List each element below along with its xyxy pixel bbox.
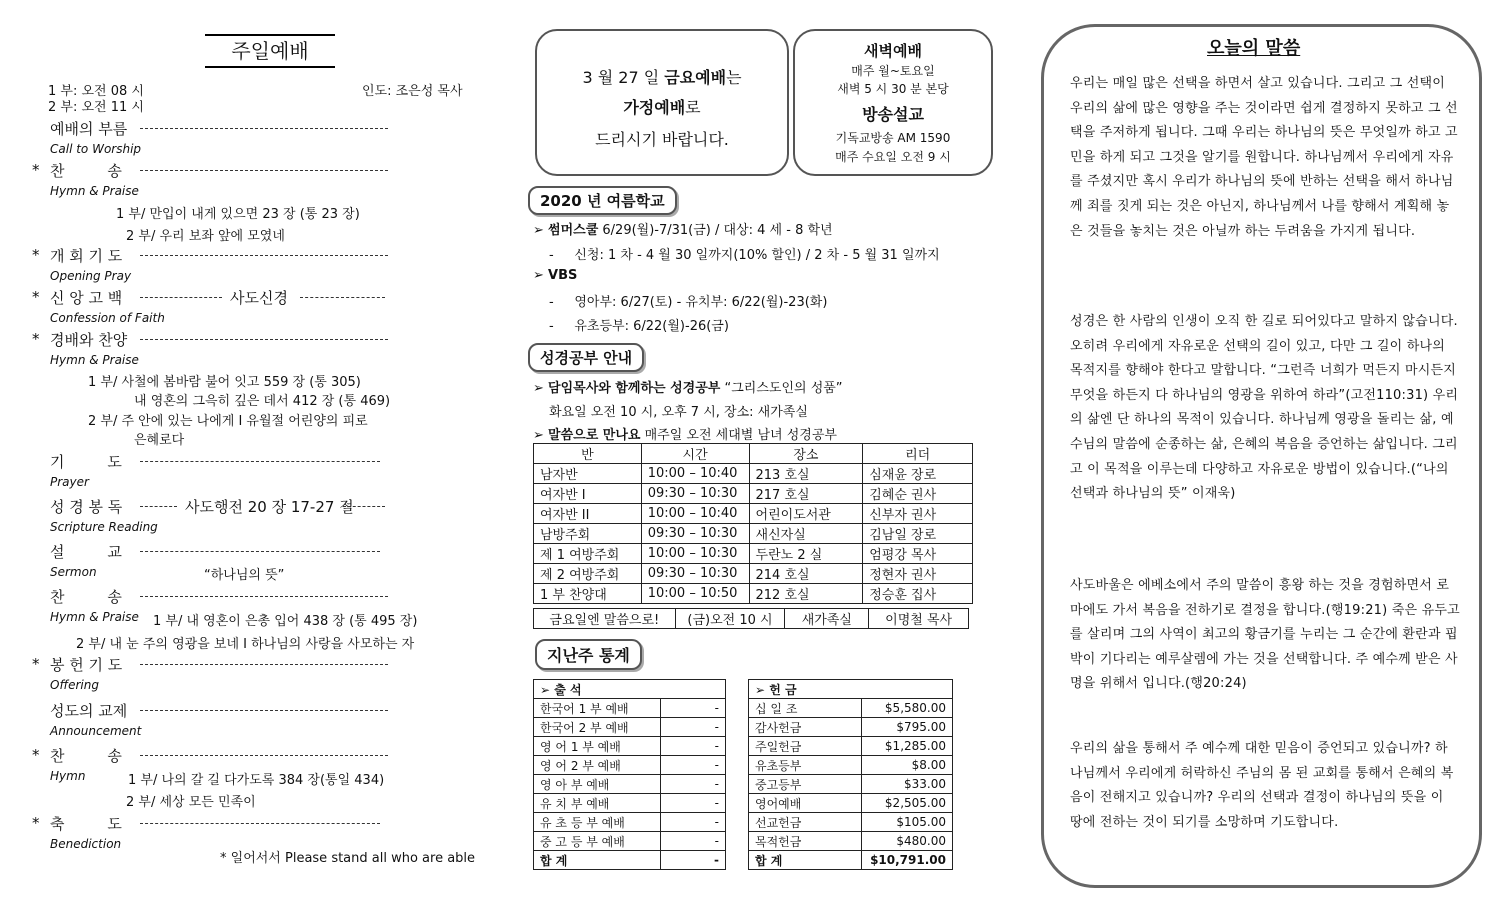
schedule-cell: 여자반 II [534, 504, 642, 524]
schedule-cell: 남방주회 [534, 524, 642, 544]
service-item-name: 찬 송 [50, 162, 122, 180]
table-row [749, 680, 953, 699]
dawn-title: 새벽예배 [864, 42, 922, 60]
stats-value: $105.00 [862, 813, 953, 832]
schedule-cell: 신부자 권사 [863, 504, 973, 524]
friday-cell: 이명철 목사 [869, 609, 969, 629]
stats-table-header: ➢ 헌 금 [749, 680, 953, 699]
study2-rest: 매주일 오전 세대별 남녀 성경공부 [640, 428, 837, 443]
todays-word-title: 오늘의 말씀 [1207, 38, 1301, 59]
service-item-mark: * [32, 655, 40, 673]
worship-leader: 인도: 조은성 목사 [362, 84, 463, 99]
notice-line3: 드리시기 바랍니다. [595, 130, 729, 149]
table-row [749, 813, 953, 832]
table-row [749, 851, 953, 870]
table-row [749, 775, 953, 794]
hymn3-line-a: 1 부/ 나의 갈 길 다가도록 384 장(통일 434) [128, 773, 385, 788]
schedule-cell: 새신자실 [749, 524, 863, 544]
service-item-detail: 사도신경 [230, 289, 288, 307]
attendance-table [533, 679, 726, 870]
hymn1-line-b: 2 부/ 우리 보좌 앞에 모였네 [126, 229, 285, 244]
service-item-mark: * [32, 246, 40, 264]
leader-dots [140, 664, 388, 665]
schedule-cell: 어린이도서관 [749, 504, 863, 524]
stats-label: 영 아 부 예배 [534, 775, 661, 794]
schedule-cell: 10:00 – 10:40 [641, 464, 749, 484]
stats-value: - [661, 775, 726, 794]
stats-value: $480.00 [862, 832, 953, 851]
leader-dots [140, 551, 380, 552]
stats-label: 목적헌금 [749, 832, 862, 851]
schedule-cell: 10:00 – 10:30 [641, 544, 749, 564]
dawn-line4: 매주 수요일 오전 9 시 [835, 150, 951, 164]
stats-total-label: 합 계 [749, 851, 862, 870]
arrow-icon: ➢ [533, 381, 549, 396]
schedule-cell: 제 1 여방주회 [534, 544, 642, 564]
stats-label: 유 초 등 부 예배 [534, 813, 661, 832]
stats-value: - [661, 737, 726, 756]
schedule-cell: 정현자 권사 [863, 564, 973, 584]
dawn-line1: 매주 월~토요일 [851, 64, 935, 78]
table-row [534, 504, 973, 524]
bible-study-table [533, 443, 973, 604]
service-item-english: Sermon [50, 565, 97, 579]
service-item-name: 성도의 교제 [50, 702, 128, 720]
friday-cell: 금요일엔 말씀으로! [534, 609, 676, 629]
schedule-cell: 김남일 장로 [863, 524, 973, 544]
stats-value: $1,285.00 [862, 737, 953, 756]
schedule-cell: 212 호실 [749, 584, 863, 604]
praise-line-b: 내 영혼의 그윽히 깊은 데서 412 장 (통 469) [134, 394, 391, 409]
service-item-name: 성 경 봉 독 [50, 498, 123, 516]
stats-total-label: 합 계 [534, 851, 661, 870]
stats-label: 영어예배 [749, 794, 862, 813]
service-item-name: 찬 송 [50, 747, 122, 765]
table-row [749, 718, 953, 737]
service-item-english: Prayer [50, 475, 89, 489]
schedule-cell: 엄평강 목사 [863, 544, 973, 564]
vbs-label: VBS [548, 268, 578, 283]
schedule-cell: 정승훈 집사 [863, 584, 973, 604]
service-item-name: 예배의 부름 [50, 120, 128, 138]
service-item-name: 찬 송 [50, 588, 122, 606]
stats-label: 한국어 1 부 예배 [534, 699, 661, 718]
table-row [534, 544, 973, 564]
leader-dots [140, 339, 388, 340]
leader-dots [140, 823, 380, 824]
table-row [534, 756, 726, 775]
friday-notice-box [535, 29, 789, 176]
service-item-detail: 사도행전 20 장 17-27 절 [185, 498, 354, 516]
schedule-cell: 남자반 [534, 464, 642, 484]
word-paragraph-1: 우리는 매일 많은 선택을 하면서 살고 있습니다. 그리고 그 선택이 우리의 삶에 많은 영향을 주는 것이라면 쉽게 결정하지 못하고 그 선택을 주저하게 됩니다. 그때 우리는 하나님의 뜻은 무엇일까 하고 고민을 하게 되고 그것을 알기를 원합니다. 하나님께서 우리에게 자유를 주셨지만 혹시 우리가 하나님의 뜻에 반하는 선택을 해서 하나님께 죄를 짓게 되는 것은 아닌지, 하나님께서 나를 향해서 계획해 놓은 것들을 놓치는 것은 아닐까 하는 두려움을 가지게 됩니다. [1070, 76, 1458, 239]
stats-label: 영 어 1 부 예배 [534, 737, 661, 756]
service-item-mark: * [32, 330, 40, 348]
stats-table-header: ➢ 출 석 [534, 680, 726, 699]
service-item-english: Confession of Faith [50, 311, 165, 325]
schedule-cell: 10:00 – 10:50 [641, 584, 749, 604]
service-item-name: 봉 헌 기 도 [50, 656, 123, 674]
stats-label: 중 고 등 부 예배 [534, 832, 661, 851]
vbs-line-b: - 유초등부: 6/22(월)-26(금) [549, 319, 729, 334]
service-item-name: 개 회 기 도 [50, 247, 123, 265]
service-item-mark: * [32, 746, 40, 764]
stats-value: - [661, 794, 726, 813]
praise-line-d: 은혜로다 [134, 433, 185, 448]
dawn-service-box [793, 29, 993, 176]
sermon-title: “하나님의 뜻” [204, 568, 285, 583]
hymn2-line-a: 1 부/ 내 영혼이 은총 입어 438 장 (통 495 장) [153, 614, 418, 629]
stats-value: $2,505.00 [862, 794, 953, 813]
summer-camp-label: 썸머스쿨 [548, 223, 599, 238]
stats-value: - [661, 756, 726, 775]
vbs-line-a: - 영아부: 6/27(토) - 유치부: 6/22(월)-23(화) [549, 295, 828, 310]
service-item-mark: * [32, 288, 40, 306]
table-row [534, 699, 726, 718]
schedule-cell: 김혜순 권사 [863, 484, 973, 504]
schedule-cell: 213 호실 [749, 464, 863, 484]
summer-camp-line [533, 219, 833, 238]
leader-dots [140, 506, 177, 507]
stats-value: $795.00 [862, 718, 953, 737]
study1-rest: “그리스도인의 성품” [720, 381, 843, 396]
service-item-mark: * [32, 814, 40, 832]
vbs-line-a-text: 영아부: 6/27(토) - 유치부: 6/22(월)-23(화) [574, 295, 828, 310]
table-row [534, 851, 726, 870]
schedule-header-cell: 장소 [749, 444, 863, 464]
leader-dots [140, 255, 388, 256]
table-row [534, 718, 726, 737]
offering-table [748, 679, 953, 870]
hymn3-line-b: 2 부/ 세상 모든 민족이 [126, 795, 256, 810]
table-row [534, 794, 726, 813]
stats-label: 감사헌금 [749, 718, 862, 737]
stand-note: * 일어서서 Please stand all who are able [220, 851, 476, 866]
study-line-2 [533, 424, 837, 443]
leader-dots [140, 128, 388, 129]
stats-value: - [661, 699, 726, 718]
worship-title: 주일예배 [205, 34, 335, 68]
leader-dots [140, 170, 388, 171]
schedule-cell: 09:30 – 10:30 [641, 564, 749, 584]
service-time-1: 1 부: 오전 08 시 [48, 84, 144, 99]
word-paragraph-2: 성경은 한 사람의 인생이 오직 한 길로 되어있다고 말하지 않습니다. 오히려 우리에게 자유로운 선택의 길이 있고, 다만 그 길이 하나의 목적지를 향해야 한다고 말합니다. “그런즉 너희가 먹든지 마시든지 무엇을 하든지 다 하나님의 영광을 위하여 하라”(고전110:31) 우리의 삶엔 단 하나의 목적이 있습니다. 하나님께 영광을 돌리는 삶, 예수님의 말씀에 순종하는 삶, 은혜의 복음을 증언하는 삶입니다. 그리고 이 목적을 이루는데 다양하고 자유로운 방법이 있습니다.(“나의 선택과 하나님의 뜻” 이재욱) [1070, 314, 1459, 502]
schedule-cell: 214 호실 [749, 564, 863, 584]
stats-value: - [661, 813, 726, 832]
service-item-english: Benediction [50, 837, 122, 851]
word-paragraph-4: 우리의 삶을 통해서 주 예수께 대한 믿음이 증언되고 있습니까? 하나님께서 우리에게 허락하신 주님의 몸 된 교회를 통해서 은혜의 복음이 전해지고 있습니까? 우리의 선택과 결정이 하나님의 뜻을 이 땅에 전하는 것이 되기를 소망하며 기도합니다. [1070, 741, 1454, 830]
study-line-1 [533, 377, 843, 396]
schedule-cell: 여자반 I [534, 484, 642, 504]
table-row [749, 756, 953, 775]
schedule-cell: 두란노 2 실 [749, 544, 863, 564]
service-item-name: 경배와 찬양 [50, 331, 128, 349]
notice-line2-post: 로 [685, 98, 701, 117]
service-item-english: Hymn & Praise [50, 610, 139, 624]
service-item-english: Scripture Reading [50, 520, 158, 534]
arrow-icon: ➢ [533, 268, 549, 283]
dawn-line3: 기독교방송 AM 1590 [835, 131, 951, 145]
dawn-line2: 새벽 5 시 30 분 본당 [837, 82, 949, 96]
stats-total-value: $10,791.00 [862, 851, 953, 870]
service-item-english: Hymn & Praise [50, 353, 139, 367]
leader-dots [140, 596, 388, 597]
service-item-name: 기 도 [50, 453, 122, 471]
friday-cell: 새가족실 [785, 609, 869, 629]
summer-camp-sub-text: 신청: 1 차 - 4 월 30 일까지(10% 할인) / 2 차 - 5 월 31 일까지 [574, 248, 940, 263]
notice-line1-bold: 금요예배 [664, 68, 727, 87]
summer-camp-sub: - 신청: 1 차 - 4 월 30 일까지(10% 할인) / 2 차 - 5 월 31 일까지 [549, 248, 940, 263]
summer-school-heading: 2020 년 여름학교 [528, 186, 677, 215]
leader-dots [140, 710, 388, 711]
leader-dots [343, 506, 385, 507]
service-item-mark: * [32, 161, 40, 179]
schedule-cell: 09:30 – 10:30 [641, 484, 749, 504]
table-row [534, 564, 973, 584]
bible-study-heading: 성경공부 안내 [528, 343, 644, 372]
schedule-cell: 제 2 여방주회 [534, 564, 642, 584]
schedule-header-cell: 리더 [863, 444, 973, 464]
table-row [534, 813, 726, 832]
table-row [534, 832, 726, 851]
hymn2-line-b: 2 부/ 내 눈 주의 영광을 보네 I 하나님의 사랑을 사모하는 자 [76, 637, 415, 652]
schedule-cell: 217 호실 [749, 484, 863, 504]
leader-dots [300, 297, 385, 298]
stats-value: $5,580.00 [862, 699, 953, 718]
word-paragraph-3: 사도바울은 에베소에서 주의 말씀이 흥왕 하는 것을 경험하면서 로마에도 가서 복음을 전하기로 결정을 합니다.(행19:21) 죽은 유두고를 살리며 그의 사역이 최고의 황금기를 누리는 그 순간에 환란과 핍박이 기다리는 예루살렘에 가는 것을 선택합니다. 주 예수께 받은 사명을 위해서 입니다.(행20:24) [1070, 578, 1460, 692]
summer-camp-text: 6/29(월)-7/31(금) / 대상: 4 세 - 8 학년 [598, 223, 833, 238]
study1-sub: 화요일 오전 10 시, 오후 7 시, 장소: 새가족실 [549, 405, 808, 420]
stats-label: 중고등부 [749, 775, 862, 794]
service-item-english: Announcement [50, 724, 142, 738]
stats-label: 주일헌금 [749, 737, 862, 756]
service-item-english: Hymn & Praise [50, 184, 139, 198]
stats-heading: 지난주 통계 [535, 639, 642, 670]
stats-label: 십 일 조 [749, 699, 862, 718]
schedule-cell: 09:30 – 10:30 [641, 524, 749, 544]
notice-line1-pre: 3 월 27 일 [582, 68, 665, 87]
stats-label: 영 어 2 부 예배 [534, 756, 661, 775]
broadcast-title: 방송설교 [862, 105, 924, 124]
arrow-icon: ➢ [533, 428, 549, 443]
schedule-cell: 심재윤 장로 [863, 464, 973, 484]
stats-total-value: - [661, 851, 726, 870]
service-time-2: 2 부: 오전 11 시 [48, 100, 144, 115]
service-item-name: 신 앙 고 백 [50, 289, 123, 307]
hymn1-line-a: 1 부/ 만입이 내게 있으면 23 장 (통 23 장) [116, 207, 360, 222]
praise-line-c: 2 부/ 주 안에 있는 나에게 I 유월절 어린양의 피로 [88, 414, 368, 429]
service-item-name: 축 도 [50, 815, 122, 833]
table-row [534, 464, 973, 484]
service-item-english: Hymn [50, 769, 86, 783]
stats-value: - [661, 718, 726, 737]
praise-line-a: 1 부/ 사철에 봄바람 불어 잇고 559 장 (통 305) [88, 375, 361, 390]
table-row [534, 775, 726, 794]
table-row [749, 699, 953, 718]
schedule-header-cell: 반 [534, 444, 642, 464]
notice-line2-bold: 가정예배 [623, 98, 686, 117]
leader-dots [140, 755, 388, 756]
table-row [534, 524, 973, 544]
stats-value: $8.00 [862, 756, 953, 775]
schedule-header-cell: 시간 [641, 444, 749, 464]
friday-cell: (금)오전 10 시 [675, 609, 785, 629]
leader-dots [140, 297, 222, 298]
arrow-icon: ➢ [533, 223, 549, 238]
stats-label: 한국어 2 부 예배 [534, 718, 661, 737]
stats-label: 유 치 부 예배 [534, 794, 661, 813]
vbs-line [533, 268, 577, 283]
notice-line1-post: 는 [726, 68, 742, 87]
study2-bold: 말씀으로 만나요 [548, 428, 641, 443]
service-item-english: Opening Pray [50, 269, 132, 283]
table-row [749, 737, 953, 756]
table-row [534, 484, 973, 504]
table-row [534, 737, 726, 756]
stats-label: 선교헌금 [749, 813, 862, 832]
table-row [534, 680, 726, 699]
vbs-line-b-text: 유초등부: 6/22(월)-26(금) [574, 319, 729, 334]
stats-value: $33.00 [862, 775, 953, 794]
table-row [534, 584, 973, 604]
service-item-name: 설 교 [50, 543, 122, 561]
service-item-english: Call to Worship [50, 142, 142, 156]
friday-table [533, 608, 969, 629]
schedule-cell: 1 부 찬양대 [534, 584, 642, 604]
stats-label: 유초등부 [749, 756, 862, 775]
table-row [749, 832, 953, 851]
table-row [749, 794, 953, 813]
service-item-english: Offering [50, 678, 99, 692]
stats-value: - [661, 832, 726, 851]
leader-dots [140, 461, 380, 462]
schedule-cell: 10:00 – 10:40 [641, 504, 749, 524]
study1-bold: 담임목사와 함께하는 성경공부 [548, 381, 721, 396]
